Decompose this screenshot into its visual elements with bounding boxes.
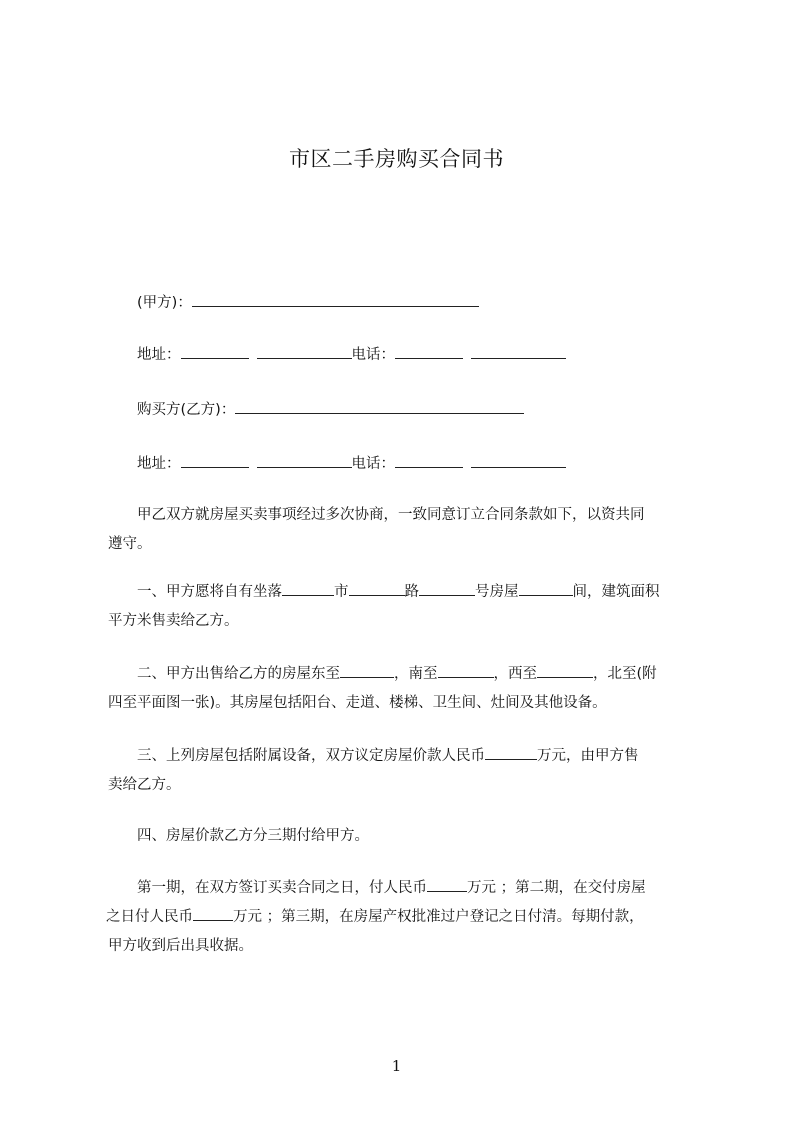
payment-line-2 <box>106 903 705 932</box>
first-payment-blank <box>427 877 467 892</box>
page-number: 1 <box>391 1057 402 1075</box>
clause-2-line-2: 四至平面图一张)。其房屋包括阳台、走道、楼梯、卫生间、灶间及其他设备。 <box>108 695 607 711</box>
seller-address-blank-1 <box>181 344 249 359</box>
seller-label: (甲方)： <box>137 295 192 311</box>
clause-1-text-b: 市 <box>334 584 349 600</box>
clause-1-text-e: 间，建筑面积 <box>572 584 660 600</box>
second-payment-blank <box>193 906 233 921</box>
payment-line-1 <box>137 874 705 903</box>
clause-1-line-2: 平方米售卖给乙方。 <box>108 613 239 629</box>
buyer-label: 购买方(乙方)： <box>137 402 236 418</box>
rooms-blank <box>519 581 573 596</box>
document-title: 市区二手房购买合同书 <box>289 147 504 171</box>
clause-4-text: 四、房屋价款乙方分三期付给甲方。 <box>137 828 369 844</box>
seller-address-label: 地址： <box>137 347 181 363</box>
road-blank <box>349 581 405 596</box>
seller-phone-label: 电话： <box>351 347 395 363</box>
clause-1 <box>108 578 705 636</box>
clause-2 <box>108 660 705 718</box>
clause-1-text-d: 号房屋 <box>475 584 519 600</box>
clause-3-line-1 <box>137 742 705 771</box>
payment-text-a: 第一期，在双方签订买卖合同之日，付人民币 <box>137 880 427 896</box>
number-blank <box>419 581 475 596</box>
payment-paragraph <box>106 874 705 961</box>
east-blank <box>340 663 394 678</box>
clause-3-line-2: 卖给乙方。 <box>108 777 181 793</box>
payment-text-d: 万元 ；第三期，在房屋产权批准过户登记之日付清。每期付款， <box>233 909 644 925</box>
payment-text-b: 万元 ；第二期，在交付房屋 <box>467 880 646 896</box>
seller-phone-blank-2 <box>471 344 566 359</box>
buyer-contact-line <box>137 453 566 474</box>
seller-address-blank-2 <box>257 344 352 359</box>
clause-3 <box>108 742 705 800</box>
clause-2-text-c: ，西至 <box>493 666 537 682</box>
clause-1-line-1 <box>137 578 705 607</box>
payment-text-c: 之日付人民币 <box>106 909 193 925</box>
buyer-address-blank-1 <box>181 453 249 468</box>
buyer-phone-blank-2 <box>471 453 566 468</box>
buyer-line <box>137 399 524 420</box>
intro-line-1: 甲乙双方就房屋买卖事项经过多次协商，一致同意订立合同条款如下，以资共同 <box>137 507 645 523</box>
west-blank <box>537 663 593 678</box>
clause-2-text-d: ，北至(附 <box>593 666 657 682</box>
payment-line-3: 甲方收到后出具收据。 <box>108 938 253 954</box>
buyer-address-blank-2 <box>257 453 352 468</box>
clause-4 <box>137 822 705 851</box>
seller-line <box>137 292 479 313</box>
clause-1-text-c: 路 <box>404 584 419 600</box>
clause-2-text-a: 二、甲方出售给乙方的房屋东至 <box>137 666 340 682</box>
clause-2-line-1 <box>137 660 705 689</box>
clause-3-text-b: 万元，由甲方售 <box>537 748 639 764</box>
buyer-phone-label: 电话： <box>351 456 395 472</box>
clause-1-text-a: 一、甲方愿将自有坐落 <box>137 584 282 600</box>
price-blank <box>485 745 537 760</box>
south-blank <box>438 663 494 678</box>
seller-phone-blank-1 <box>395 344 463 359</box>
seller-contact-line <box>137 344 566 365</box>
intro-line-2: 遵守。 <box>108 536 152 552</box>
city-blank <box>282 581 334 596</box>
buyer-name-blank <box>235 399 524 414</box>
clause-2-text-b: ，南至 <box>394 666 438 682</box>
intro-paragraph <box>108 501 705 559</box>
buyer-phone-blank-1 <box>395 453 463 468</box>
clause-3-text-a: 三、上列房屋包括附属设备，双方议定房屋价款人民币 <box>137 748 485 764</box>
seller-name-blank <box>192 292 479 307</box>
buyer-address-label: 地址： <box>137 456 181 472</box>
